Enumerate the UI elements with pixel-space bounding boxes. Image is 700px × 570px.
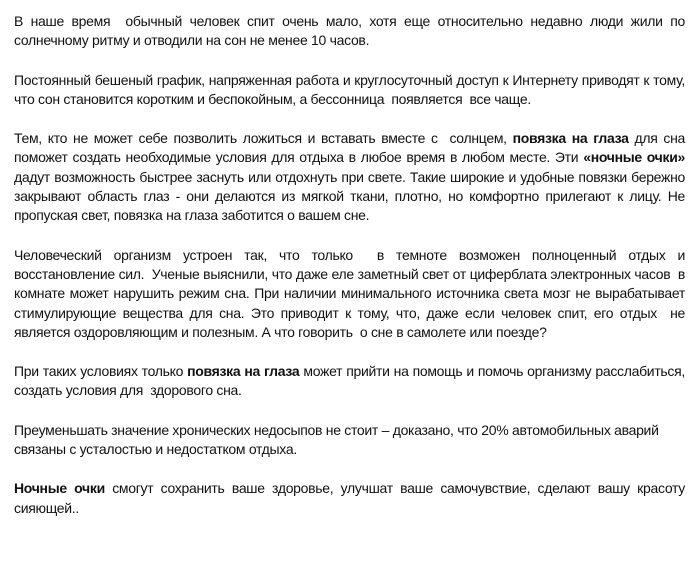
paragraph-text: для сна поможет создать необходимые условия для отдыха в любое время в любом месте. Эти: [14, 130, 693, 166]
bold-phrase-eye-mask: повязка на глаза: [512, 130, 629, 147]
paragraph-text: Тем, кто не может себе позволить ложиться и вставать вместе с солнцем,: [14, 130, 513, 147]
paragraph-text: может прийти на помощь и помочь организму расслабиться, создать условия для здорового сна.: [14, 363, 689, 399]
paragraph-5: [14, 362, 689, 401]
paragraph-6: [14, 421, 685, 460]
paragraph-text: Преуменьшать значение хронических недосыпов не стоит – доказано, что 20% автомобильных аварий связаны с усталостью и недостатком отдыха.: [14, 421, 663, 458]
paragraph-3: [14, 129, 693, 225]
bold-phrase-night-glasses: Ночные очки: [14, 480, 105, 497]
paragraph-text: Человеческий организм устроен так, что только в темноте возможен полноценный отдых и восстановление сил. Ученые выяснили, что даже еле заметный свет от циферблата электронных часов в комнате может нарушить режим сна. При наличии минимального источника света мозг не вырабатывает стимулирующие вещества для сна. Это приводит к тому, что, даже если человек спит, его отдых не является оздоровляющим и полезным. А что говорить о сне в самолете или поезде?: [14, 246, 693, 340]
bold-phrase-eye-mask: повязка на глаза: [187, 363, 300, 380]
paragraph-4: [14, 246, 693, 342]
paragraph-text: В наше время обычный человек спит очень мало, хотя еще относительно недавно люди жили по солнечному ритму и отводили на сон не менее 10 часов.: [14, 13, 689, 49]
paragraph-text: дадут возможность быстрее заснуть или отдохнуть при свете. Такие широкие и удобные повязки бережно закрывают область глаз - они делаются из мягкой ткани, плотно, но комфортно прилегают к лицу. Не пропуская свет, повязка на глаза заботится о вашем сне.: [14, 149, 689, 224]
paragraph-2: [14, 71, 689, 110]
bold-phrase-night-glasses: «ночные очки»: [583, 149, 685, 166]
paragraph-text: Постоянный бешеный график, напряженная работа и круглосуточный доступ к Интернету приводят к тому, что сон становится коротким и беспокойным, а бессонница появляется все чаще.: [14, 71, 689, 107]
paragraph-1: [14, 12, 689, 51]
paragraph-text: смогут сохранить ваше здоровье, улучшат ваше самочувствие, сделают вашу красоту сияющей..: [14, 480, 689, 516]
paragraph-text: При таких условиях только: [14, 363, 188, 380]
paragraph-7: [14, 479, 689, 518]
